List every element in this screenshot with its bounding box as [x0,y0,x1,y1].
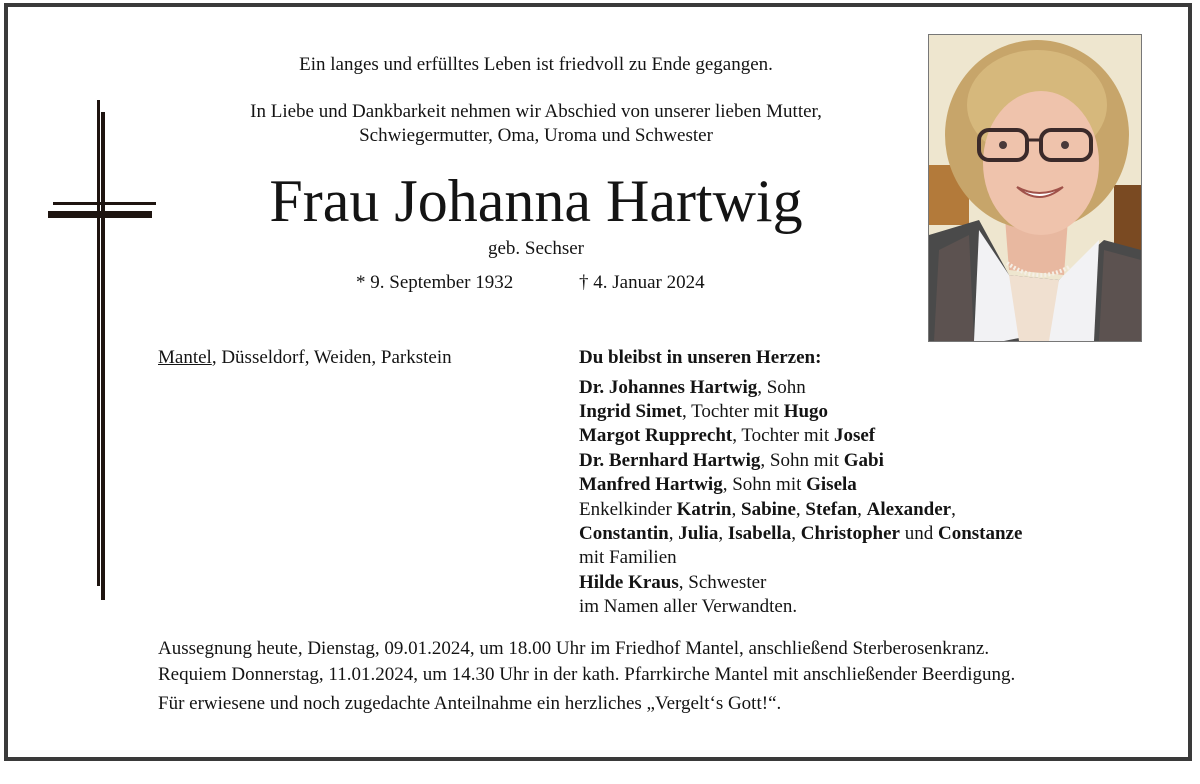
mourner-relation: , Tochter mit [732,425,834,446]
grandchild-name: Alexander [866,499,952,520]
grandchildren-prefix: Enkelkinder [579,499,677,520]
closing-line: im Namen aller Verwandten. [579,596,798,617]
death-date: † 4. Januar 2024 [579,272,705,293]
families-line: mit Familien [579,547,677,568]
grandchild-name: Constantin [579,523,669,544]
birth-date: * 9. September 1932 [356,272,514,293]
mourner-name: Manfred Hartwig [579,474,723,495]
grandchildren-line-2 [579,522,1022,546]
mourner-row [579,400,828,424]
separator: , [795,499,806,520]
mourner-name: Hilde Kraus [579,572,679,593]
intro-line-2: In Liebe und Dankbarkeit nehmen wir Abschied von unserer lieben Mutter, [250,101,822,122]
separator: und [899,523,938,544]
location-rest: , Düsseldorf, Weiden, Parkstein [211,347,452,368]
service-line-2: Requiem Donnerstag, 11.01.2024, um 14.30 Uhr in der kath. Pfarrkirche Mantel mit anschließender Beerdigung. [158,664,1016,685]
mourner-partner: Hugo [783,401,829,422]
mourner-row [579,376,806,400]
grandchild-name: Sabine [741,499,796,520]
grandchild-name: Christopher [800,523,900,544]
mourners-heading [579,346,821,370]
deceased-name: Frau Johanna Hartwig [269,168,803,234]
service-line-1: Aussegnung heute, Dienstag, 09.01.2024, um 18.00 Uhr im Friedhof Mantel, anschließend Sterberosenkranz. [158,638,990,659]
mourner-partner: Gisela [806,474,857,495]
separator: , [791,523,801,544]
separator: , [668,523,679,544]
mourner-relation: , Sohn mit [722,474,807,495]
mourners-heading-text: Du bleibst in unseren Herzen: [579,347,822,368]
intro-line-3: Schwiegermutter, Oma, Uroma und Schwester [359,125,713,146]
mourner-relation: , Tochter mit [681,401,784,422]
grandchild-name: Isabella [727,523,792,544]
locations [158,346,452,370]
portrait-photo [928,34,1142,342]
mourner-name: Ingrid Simet [579,401,682,422]
separator: , [951,499,956,520]
thanks-line: Für erwiesene und noch zugedachte Anteilnahme ein herzliches „Vergelt‘s Gott!“. [158,693,782,714]
mourner-name: Dr. Bernhard Hartwig [579,450,761,471]
sister-line [579,571,766,595]
location-first: Mantel [158,347,212,368]
mourner-name: Dr. Johannes Hartwig [579,377,758,398]
mourner-relation: , Sohn [757,377,806,398]
grandchild-name: Katrin [676,499,732,520]
mourner-row [579,473,857,497]
separator: , [731,499,741,520]
birth-name: geb. Sechser [487,238,585,259]
mourner-partner: Josef [833,425,876,446]
separator: , [857,499,867,520]
mourner-partner: Gabi [843,450,884,471]
mourner-relation: , Sohn mit [760,450,844,471]
mourner-row [579,424,875,448]
grandchild-name: Julia [678,523,719,544]
mourner-relation: , Schwester [678,572,767,593]
grandchild-name: Stefan [805,499,858,520]
grandchild-name: Constanze [937,523,1023,544]
mourner-row [579,449,884,473]
intro-line-1: Ein langes und erfülltes Leben ist friedvoll zu Ende gegangen. [299,54,773,75]
separator: , [718,523,728,544]
mourner-name: Margot Rupprecht [579,425,733,446]
grandchildren-line-1 [579,498,956,522]
